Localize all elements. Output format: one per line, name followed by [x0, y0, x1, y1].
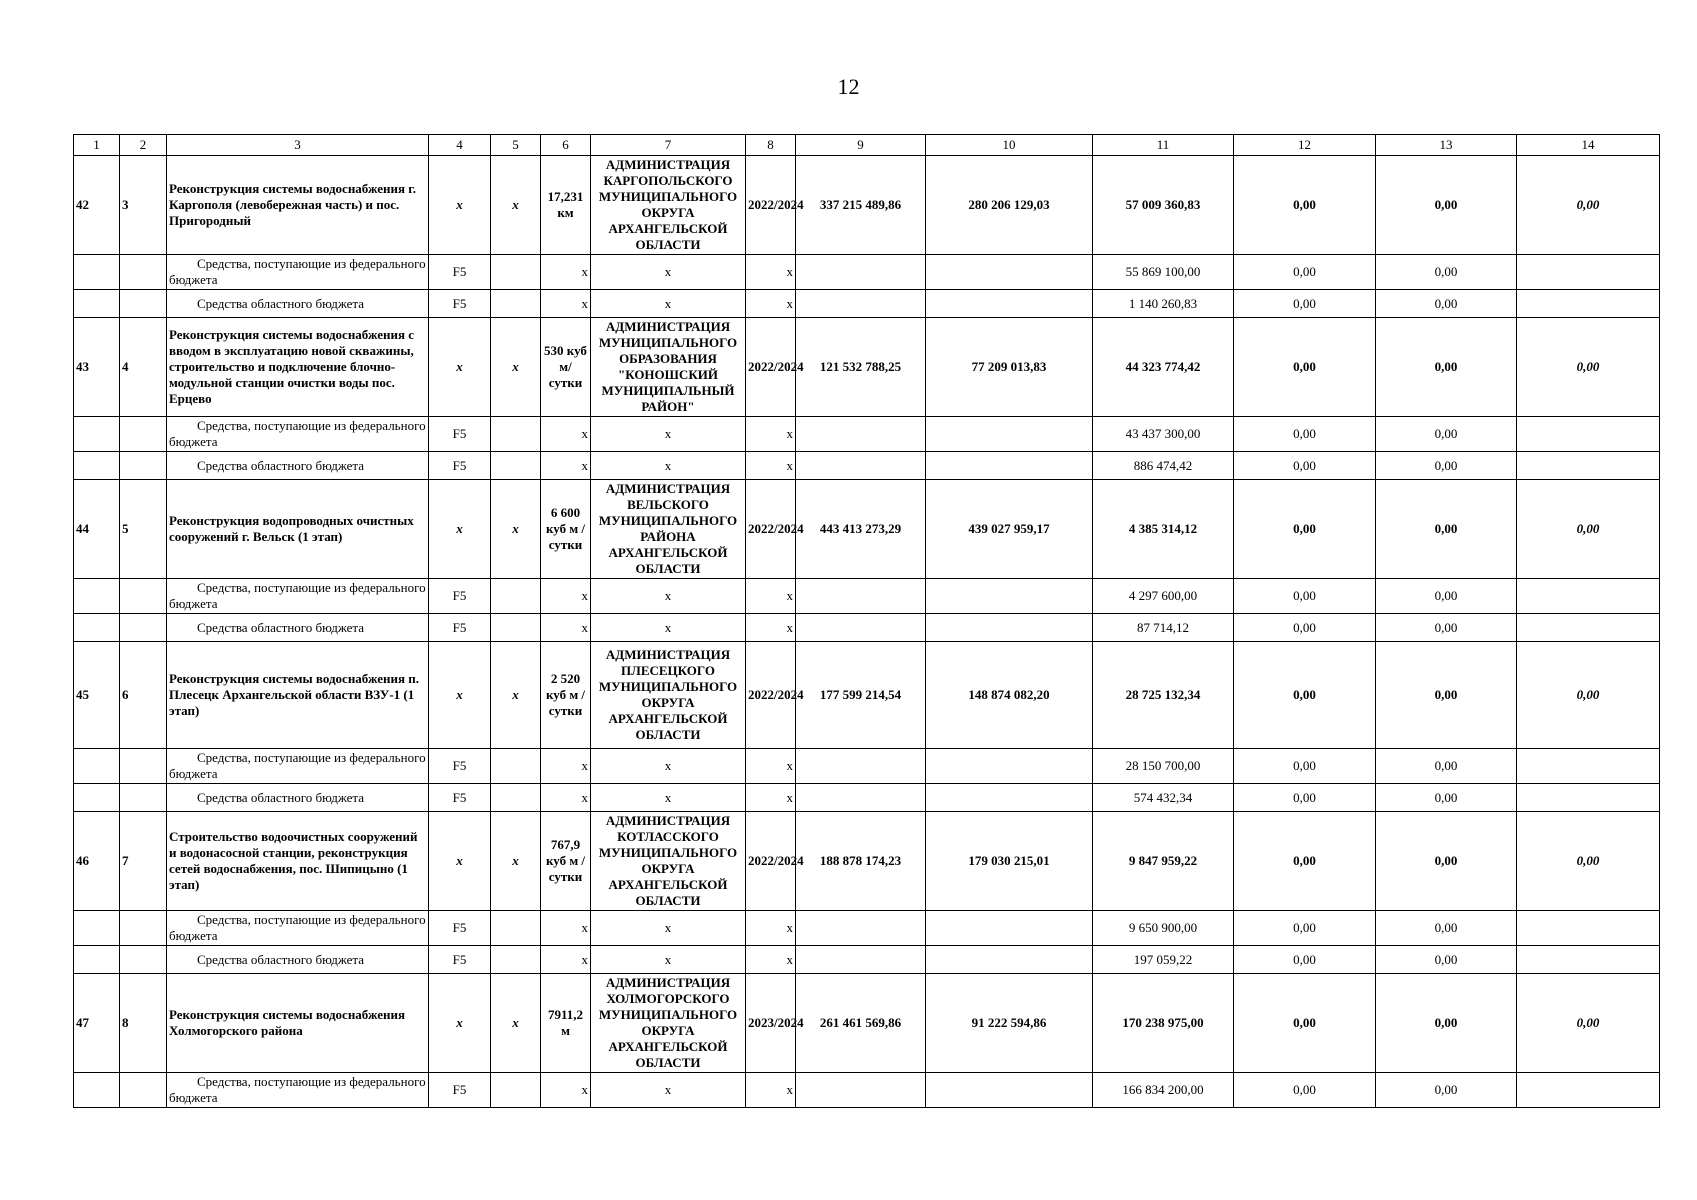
capacity: 767,9 куб м / сутки [541, 812, 591, 911]
cell-x: x [541, 749, 591, 784]
row-number: 47 [74, 974, 120, 1073]
funding-source-row [74, 946, 1660, 974]
empty-cell [1517, 749, 1660, 784]
funding-source-row [74, 1073, 1660, 1108]
cell-x: x [429, 812, 491, 911]
funding-source-label [167, 749, 429, 784]
column-header: 8 [746, 135, 796, 156]
amount-col10: 280 206 129,03 [926, 156, 1093, 255]
column-header: 4 [429, 135, 491, 156]
empty-cell [926, 946, 1093, 974]
budget-code: F5 [429, 946, 491, 974]
empty-cell [120, 255, 167, 290]
empty-cell [491, 579, 541, 614]
amount-col12: 0,00 [1234, 614, 1376, 642]
cell-x: x [591, 614, 746, 642]
column-header: 5 [491, 135, 541, 156]
amount-col13: 0,00 [1376, 974, 1517, 1073]
amount-col13: 0,00 [1376, 480, 1517, 579]
funding-source-label [167, 579, 429, 614]
amount-col12: 0,00 [1234, 1073, 1376, 1108]
amount-col11: 4 297 600,00 [1093, 579, 1234, 614]
column-header: 12 [1234, 135, 1376, 156]
amount-col12: 0,00 [1234, 749, 1376, 784]
empty-cell [1517, 579, 1660, 614]
organization: АДМИНИСТРАЦИЯ ПЛЕСЕЦКОГО МУНИЦИПАЛЬНОГО ОКРУГА АРХАНГЕЛЬСКОЙ ОБЛАСТИ [591, 642, 746, 749]
column-header: 1 [74, 135, 120, 156]
empty-cell [120, 749, 167, 784]
funding-source-row [74, 417, 1660, 452]
empty-cell [120, 614, 167, 642]
amount-col11: 28 725 132,34 [1093, 642, 1234, 749]
amount-col11: 28 150 700,00 [1093, 749, 1234, 784]
empty-cell [1517, 614, 1660, 642]
empty-cell [796, 290, 926, 318]
amount-col10: 148 874 082,20 [926, 642, 1093, 749]
project-name: Реконструкция водопроводных очистных сооружений г. Вельск (1 этап) [167, 480, 429, 579]
budget-code: F5 [429, 784, 491, 812]
empty-cell [491, 452, 541, 480]
amount-col11: 170 238 975,00 [1093, 974, 1234, 1073]
cell-x: x [491, 812, 541, 911]
funding-source-label [167, 290, 429, 318]
amount-col13: 0,00 [1376, 417, 1517, 452]
funding-source-text: Средства областного бюджета [197, 619, 365, 635]
column-header: 14 [1517, 135, 1660, 156]
empty-cell [74, 452, 120, 480]
organization: АДМИНИСТРАЦИЯ КАРГОПОЛЬСКОГО МУНИЦИПАЛЬНОГО ОКРУГА АРХАНГЕЛЬСКОЙ ОБЛАСТИ [591, 156, 746, 255]
project-row [74, 974, 1660, 1073]
row-number: 43 [74, 318, 120, 417]
empty-cell [1517, 290, 1660, 318]
project-name: Реконструкция системы водоснабжения г. Каргополя (левобережная часть) и пос. Пригородный [167, 156, 429, 255]
amount-col12: 0,00 [1234, 642, 1376, 749]
cell-x: x [591, 911, 746, 946]
funding-source-row [74, 749, 1660, 784]
budget-code: F5 [429, 290, 491, 318]
row-number: 46 [74, 812, 120, 911]
empty-cell [926, 749, 1093, 784]
column-header: 11 [1093, 135, 1234, 156]
empty-cell [120, 290, 167, 318]
empty-cell [491, 417, 541, 452]
empty-cell [491, 290, 541, 318]
funding-source-text: Средства областного бюджета [197, 789, 365, 805]
total-cost: 188 878 174,23 [796, 812, 926, 911]
cell-x: x [746, 417, 796, 452]
funding-source-row [74, 290, 1660, 318]
amount-col10: 77 209 013,83 [926, 318, 1093, 417]
empty-cell [491, 1073, 541, 1108]
empty-cell [491, 749, 541, 784]
column-header: 7 [591, 135, 746, 156]
organization: АДМИНИСТРАЦИЯ МУНИЦИПАЛЬНОГО ОБРАЗОВАНИЯ "КОНОШСКИЙ МУНИЦИПАЛЬНЫЙ РАЙОН" [591, 318, 746, 417]
funding-source-row [74, 911, 1660, 946]
cell-x: x [491, 318, 541, 417]
cell-x: x [541, 1073, 591, 1108]
row-number: 45 [74, 642, 120, 749]
amount-col12: 0,00 [1234, 946, 1376, 974]
amount-col11: 9 847 959,22 [1093, 812, 1234, 911]
funding-source-text: Средства областного бюджета [197, 295, 365, 311]
cell-x: x [746, 452, 796, 480]
budget-code: F5 [429, 1073, 491, 1108]
item-number: 5 [120, 480, 167, 579]
empty-cell [74, 614, 120, 642]
cell-x: x [541, 946, 591, 974]
funding-source-row [74, 452, 1660, 480]
item-number: 8 [120, 974, 167, 1073]
amount-col13: 0,00 [1376, 911, 1517, 946]
amount-col11: 43 437 300,00 [1093, 417, 1234, 452]
empty-cell [926, 579, 1093, 614]
organization: АДМИНИСТРАЦИЯ ХОЛМОГОРСКОГО МУНИЦИПАЛЬНОГО ОКРУГА АРХАНГЕЛЬСКОЙ ОБЛАСТИ [591, 974, 746, 1073]
cell-x: x [541, 614, 591, 642]
empty-cell [491, 784, 541, 812]
funding-source-label [167, 946, 429, 974]
empty-cell [796, 784, 926, 812]
cell-x: x [491, 642, 541, 749]
column-header: 3 [167, 135, 429, 156]
amount-col13: 0,00 [1376, 642, 1517, 749]
amount-col14: 0,00 [1517, 156, 1660, 255]
budget-code: F5 [429, 749, 491, 784]
funding-source-row [74, 255, 1660, 290]
amount-col13: 0,00 [1376, 579, 1517, 614]
cell-x: x [591, 749, 746, 784]
column-number-row [74, 135, 1660, 156]
cell-x: x [429, 642, 491, 749]
empty-cell [120, 579, 167, 614]
amount-col13: 0,00 [1376, 290, 1517, 318]
empty-cell [926, 784, 1093, 812]
project-row [74, 318, 1660, 417]
empty-cell [491, 946, 541, 974]
cell-x: x [591, 452, 746, 480]
cell-x: x [541, 255, 591, 290]
cell-x: x [746, 290, 796, 318]
cell-x: x [591, 579, 746, 614]
amount-col11: 574 432,34 [1093, 784, 1234, 812]
cell-x: x [746, 614, 796, 642]
amount-col14: 0,00 [1517, 480, 1660, 579]
empty-cell [1517, 946, 1660, 974]
amount-col12: 0,00 [1234, 318, 1376, 417]
amount-col12: 0,00 [1234, 417, 1376, 452]
column-header: 9 [796, 135, 926, 156]
budget-code: F5 [429, 614, 491, 642]
empty-cell [74, 1073, 120, 1108]
total-cost: 261 461 569,86 [796, 974, 926, 1073]
amount-col12: 0,00 [1234, 812, 1376, 911]
amount-col13: 0,00 [1376, 812, 1517, 911]
amount-col12: 0,00 [1234, 911, 1376, 946]
empty-cell [926, 614, 1093, 642]
funding-source-label [167, 255, 429, 290]
cell-x: x [541, 911, 591, 946]
column-header: 2 [120, 135, 167, 156]
amount-col13: 0,00 [1376, 1073, 1517, 1108]
empty-cell [74, 290, 120, 318]
years: 2022/2024 [746, 480, 796, 579]
cell-x: x [746, 1073, 796, 1108]
funding-source-text: Средства, поступающие из федерального бюджета [169, 912, 426, 943]
cell-x: x [429, 156, 491, 255]
project-name: Реконструкция системы водоснабжения Холмогорского района [167, 974, 429, 1073]
project-row [74, 812, 1660, 911]
cell-x: x [541, 417, 591, 452]
empty-cell [1517, 255, 1660, 290]
amount-col12: 0,00 [1234, 974, 1376, 1073]
amount-col12: 0,00 [1234, 290, 1376, 318]
capacity: 7911,2 м [541, 974, 591, 1073]
empty-cell [1517, 784, 1660, 812]
empty-cell [120, 784, 167, 812]
total-cost: 337 215 489,86 [796, 156, 926, 255]
amount-col14: 0,00 [1517, 974, 1660, 1073]
cell-x: x [746, 749, 796, 784]
amount-col13: 0,00 [1376, 614, 1517, 642]
empty-cell [1517, 417, 1660, 452]
item-number: 3 [120, 156, 167, 255]
amount-col13: 0,00 [1376, 749, 1517, 784]
cell-x: x [746, 946, 796, 974]
funding-source-label [167, 784, 429, 812]
empty-cell [796, 579, 926, 614]
empty-cell [926, 911, 1093, 946]
cell-x: x [491, 974, 541, 1073]
amount-col11: 4 385 314,12 [1093, 480, 1234, 579]
item-number: 4 [120, 318, 167, 417]
empty-cell [796, 452, 926, 480]
cell-x: x [541, 784, 591, 812]
empty-cell [491, 255, 541, 290]
years: 2022/2024 [746, 812, 796, 911]
amount-col11: 9 650 900,00 [1093, 911, 1234, 946]
capacity: 2 520 куб м / сутки [541, 642, 591, 749]
amount-col11: 55 869 100,00 [1093, 255, 1234, 290]
amount-col13: 0,00 [1376, 784, 1517, 812]
amount-col12: 0,00 [1234, 452, 1376, 480]
empty-cell [120, 1073, 167, 1108]
cell-x: x [429, 480, 491, 579]
budget-code: F5 [429, 911, 491, 946]
empty-cell [1517, 1073, 1660, 1108]
project-row [74, 642, 1660, 749]
cell-x: x [591, 1073, 746, 1108]
total-cost: 121 532 788,25 [796, 318, 926, 417]
project-row [74, 156, 1660, 255]
funding-source-text: Средства, поступающие из федерального бюджета [169, 580, 426, 611]
capacity: 530 куб м/сутки [541, 318, 591, 417]
empty-cell [796, 946, 926, 974]
amount-col12: 0,00 [1234, 579, 1376, 614]
empty-cell [74, 784, 120, 812]
amount-col11: 57 009 360,83 [1093, 156, 1234, 255]
empty-cell [120, 417, 167, 452]
amount-col13: 0,00 [1376, 318, 1517, 417]
cell-x: x [746, 911, 796, 946]
funding-source-text: Средства областного бюджета [197, 457, 365, 473]
funding-source-label [167, 614, 429, 642]
years: 2022/2024 [746, 642, 796, 749]
budget-code: F5 [429, 452, 491, 480]
row-number: 44 [74, 480, 120, 579]
empty-cell [120, 946, 167, 974]
cell-x: x [591, 290, 746, 318]
amount-col11: 1 140 260,83 [1093, 290, 1234, 318]
empty-cell [796, 255, 926, 290]
amount-col12: 0,00 [1234, 255, 1376, 290]
amount-col13: 0,00 [1376, 156, 1517, 255]
budget-code: F5 [429, 579, 491, 614]
funding-source-text: Средства, поступающие из федерального бюджета [169, 256, 426, 287]
cell-x: x [429, 318, 491, 417]
empty-cell [74, 579, 120, 614]
amount-col11: 44 323 774,42 [1093, 318, 1234, 417]
empty-cell [1517, 452, 1660, 480]
empty-cell [796, 417, 926, 452]
column-header: 6 [541, 135, 591, 156]
funding-source-row [74, 579, 1660, 614]
empty-cell [796, 911, 926, 946]
empty-cell [74, 255, 120, 290]
empty-cell [74, 946, 120, 974]
cell-x: x [746, 784, 796, 812]
column-header: 13 [1376, 135, 1517, 156]
amount-col11: 886 474,42 [1093, 452, 1234, 480]
total-cost: 443 413 273,29 [796, 480, 926, 579]
empty-cell [796, 1073, 926, 1108]
cell-x: x [746, 579, 796, 614]
column-header: 10 [926, 135, 1093, 156]
cell-x: x [541, 290, 591, 318]
empty-cell [796, 614, 926, 642]
page-number: 12 [837, 74, 860, 99]
amount-col12: 0,00 [1234, 480, 1376, 579]
organization: АДМИНИСТРАЦИЯ ВЕЛЬСКОГО МУНИЦИПАЛЬНОГО РАЙОНА АРХАНГЕЛЬСКОЙ ОБЛАСТИ [591, 480, 746, 579]
empty-cell [926, 255, 1093, 290]
funding-source-row [74, 784, 1660, 812]
cell-x: x [541, 579, 591, 614]
empty-cell [926, 417, 1093, 452]
amount-col12: 0,00 [1234, 156, 1376, 255]
empty-cell [74, 417, 120, 452]
cell-x: x [429, 974, 491, 1073]
project-row [74, 480, 1660, 579]
capacity: 6 600 куб м / сутки [541, 480, 591, 579]
budget-code: F5 [429, 417, 491, 452]
funding-source-label [167, 911, 429, 946]
cell-x: x [541, 452, 591, 480]
cell-x: x [746, 255, 796, 290]
amount-col11: 87 714,12 [1093, 614, 1234, 642]
funding-source-text: Средства областного бюджета [197, 951, 365, 967]
amount-col13: 0,00 [1376, 255, 1517, 290]
cell-x: x [491, 480, 541, 579]
cell-x: x [591, 417, 746, 452]
amount-col13: 0,00 [1376, 946, 1517, 974]
funding-source-label [167, 1073, 429, 1108]
empty-cell [120, 911, 167, 946]
empty-cell [74, 749, 120, 784]
item-number: 6 [120, 642, 167, 749]
years: 2022/2024 [746, 318, 796, 417]
amount-col12: 0,00 [1234, 784, 1376, 812]
amount-col13: 0,00 [1376, 452, 1517, 480]
amount-col11: 166 834 200,00 [1093, 1073, 1234, 1108]
empty-cell [120, 452, 167, 480]
total-cost: 177 599 214,54 [796, 642, 926, 749]
row-number: 42 [74, 156, 120, 255]
organization: АДМИНИСТРАЦИЯ КОТЛАССКОГО МУНИЦИПАЛЬНОГО ОКРУГА АРХАНГЕЛЬСКОЙ ОБЛАСТИ [591, 812, 746, 911]
funding-source-label [167, 417, 429, 452]
amount-col10: 179 030 215,01 [926, 812, 1093, 911]
funding-source-text: Средства, поступающие из федерального бюджета [169, 1074, 426, 1105]
amount-col10: 439 027 959,17 [926, 480, 1093, 579]
amount-col14: 0,00 [1517, 318, 1660, 417]
project-name: Строительство водоочистных сооружений и водонасосной станции, реконструкция сетей водоснабжения, пос. Шипицыно (1 этап) [167, 812, 429, 911]
funding-source-text: Средства, поступающие из федерального бюджета [169, 750, 426, 781]
budget-table [73, 134, 1660, 1108]
empty-cell [491, 614, 541, 642]
years: 2022/2024 [746, 156, 796, 255]
amount-col11: 197 059,22 [1093, 946, 1234, 974]
empty-cell [491, 911, 541, 946]
empty-cell [1517, 911, 1660, 946]
capacity: 17,231 км [541, 156, 591, 255]
empty-cell [926, 290, 1093, 318]
amount-col14: 0,00 [1517, 642, 1660, 749]
empty-cell [74, 911, 120, 946]
cell-x: x [591, 946, 746, 974]
cell-x: x [491, 156, 541, 255]
empty-cell [796, 749, 926, 784]
amount-col14: 0,00 [1517, 812, 1660, 911]
empty-cell [926, 1073, 1093, 1108]
project-name: Реконструкция системы водоснабжения с вводом в эксплуатацию новой скважины, строительство и подключение блочно-модульной станции очистки воды пос. Ерцево [167, 318, 429, 417]
budget-code: F5 [429, 255, 491, 290]
amount-col10: 91 222 594,86 [926, 974, 1093, 1073]
years: 2023/2024 [746, 974, 796, 1073]
empty-cell [926, 452, 1093, 480]
cell-x: x [591, 784, 746, 812]
funding-source-row [74, 614, 1660, 642]
item-number: 7 [120, 812, 167, 911]
funding-source-label [167, 452, 429, 480]
project-name: Реконструкция системы водоснабжения п. Плесецк Архангельской области ВЗУ-1 (1 этап) [167, 642, 429, 749]
funding-source-text: Средства, поступающие из федерального бюджета [169, 418, 426, 449]
cell-x: x [591, 255, 746, 290]
